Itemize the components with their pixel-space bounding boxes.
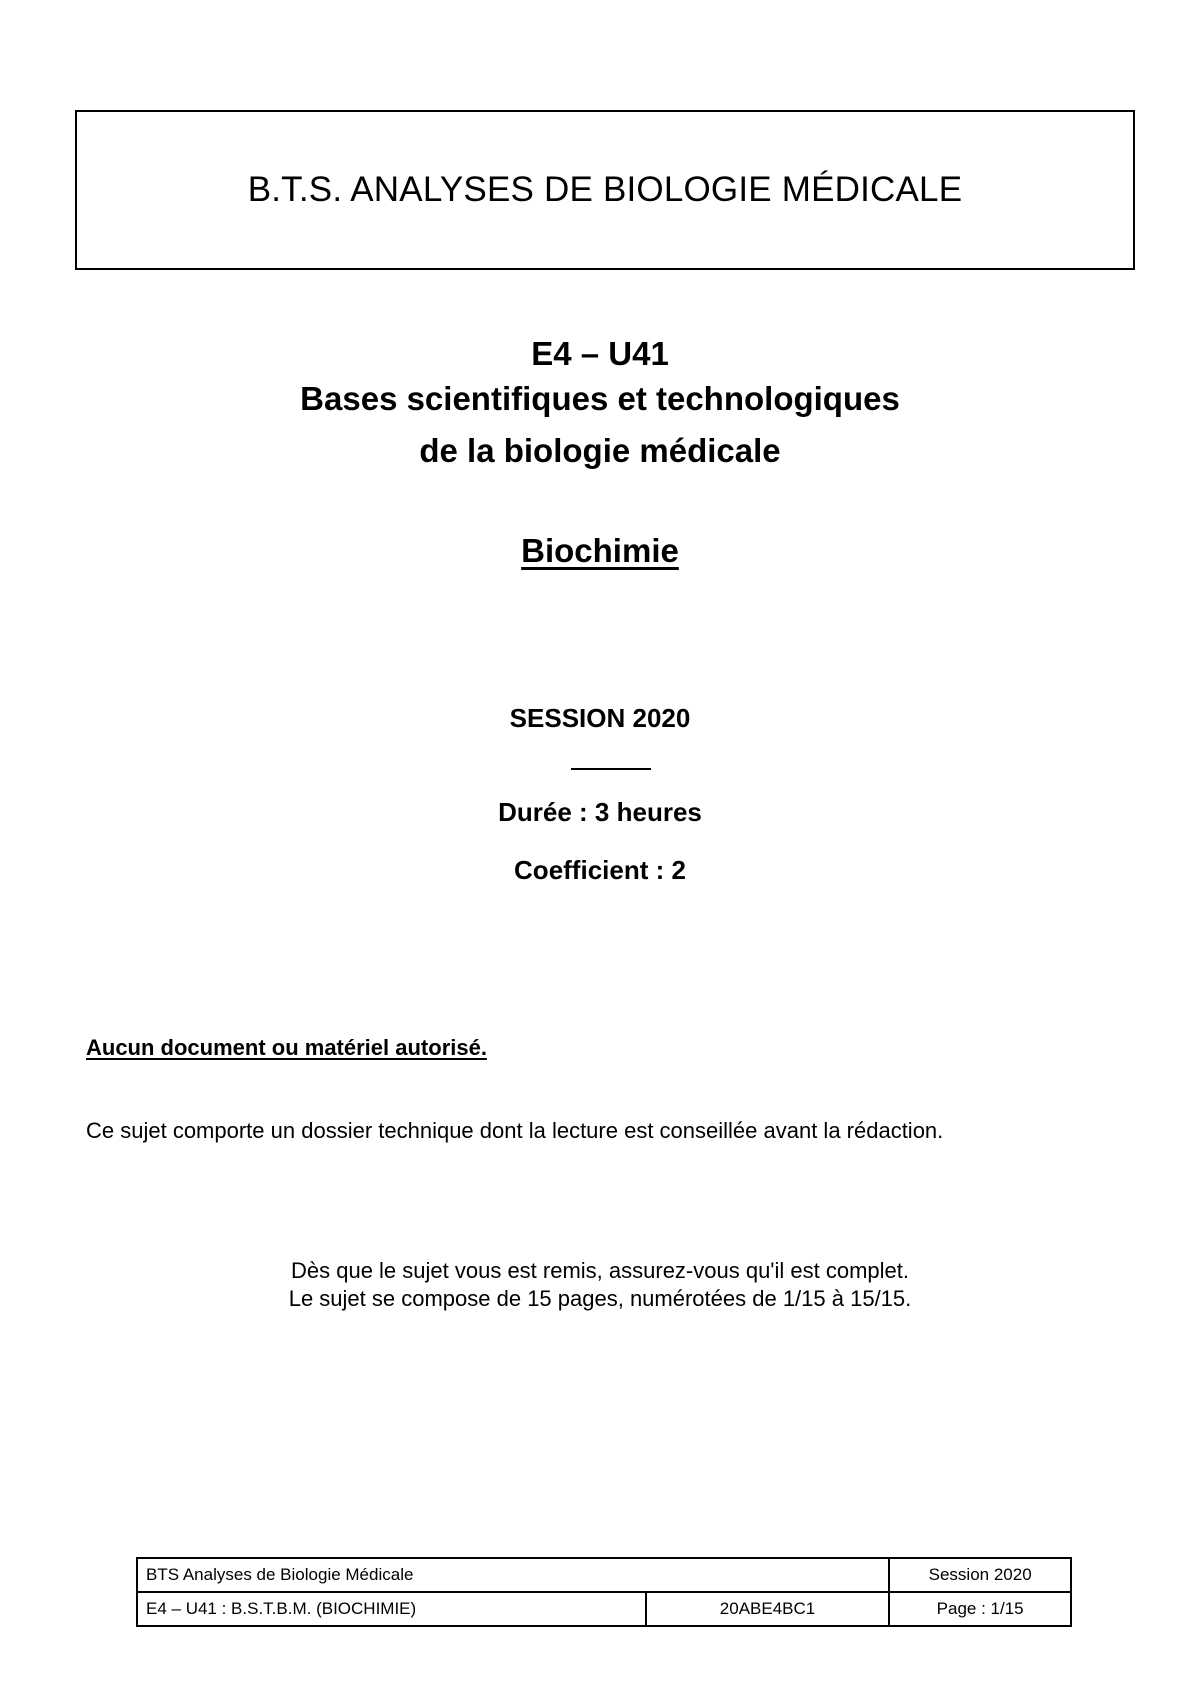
footer-page: Page : 1/15: [889, 1592, 1071, 1626]
footer-code: 20ABE4BC1: [646, 1592, 890, 1626]
header-title: B.T.S. ANALYSES DE BIOLOGIE MÉDICALE: [247, 170, 963, 209]
subject-title: Biochimie: [521, 532, 679, 569]
footer-row-2: [137, 1592, 1071, 1626]
duration-label: Durée : 3 heures: [498, 797, 702, 827]
header-box: [75, 110, 1135, 270]
divider: [571, 768, 651, 770]
notice-text: Aucun document ou matériel autorisé.: [86, 1035, 487, 1060]
exam-title-line2: de la biologie médicale: [419, 432, 781, 469]
footer-session: Session 2020: [889, 1558, 1071, 1592]
check-line-2: Le sujet se compose de 15 pages, numérotées de 1/15 à 15/15.: [288, 1286, 912, 1311]
footer-row-1: [137, 1558, 1071, 1592]
footer-table: [136, 1557, 1072, 1627]
coefficient-label: Coefficient : 2: [514, 855, 686, 885]
footer-unit: E4 – U41 : B.S.T.B.M. (BIOCHIMIE): [137, 1592, 646, 1626]
check-line-1: Dès que le sujet vous est remis, assurez-vous qu'il est complet.: [290, 1258, 910, 1283]
session-label: SESSION 2020: [509, 703, 691, 733]
exam-title-line1: Bases scientifiques et technologiques: [300, 380, 900, 417]
info-text: Ce sujet comporte un dossier technique dont la lecture est conseillée avant la rédaction.: [86, 1118, 944, 1143]
footer-program: BTS Analyses de Biologie Médicale: [137, 1558, 889, 1592]
exam-code: E4 – U41: [531, 335, 669, 372]
